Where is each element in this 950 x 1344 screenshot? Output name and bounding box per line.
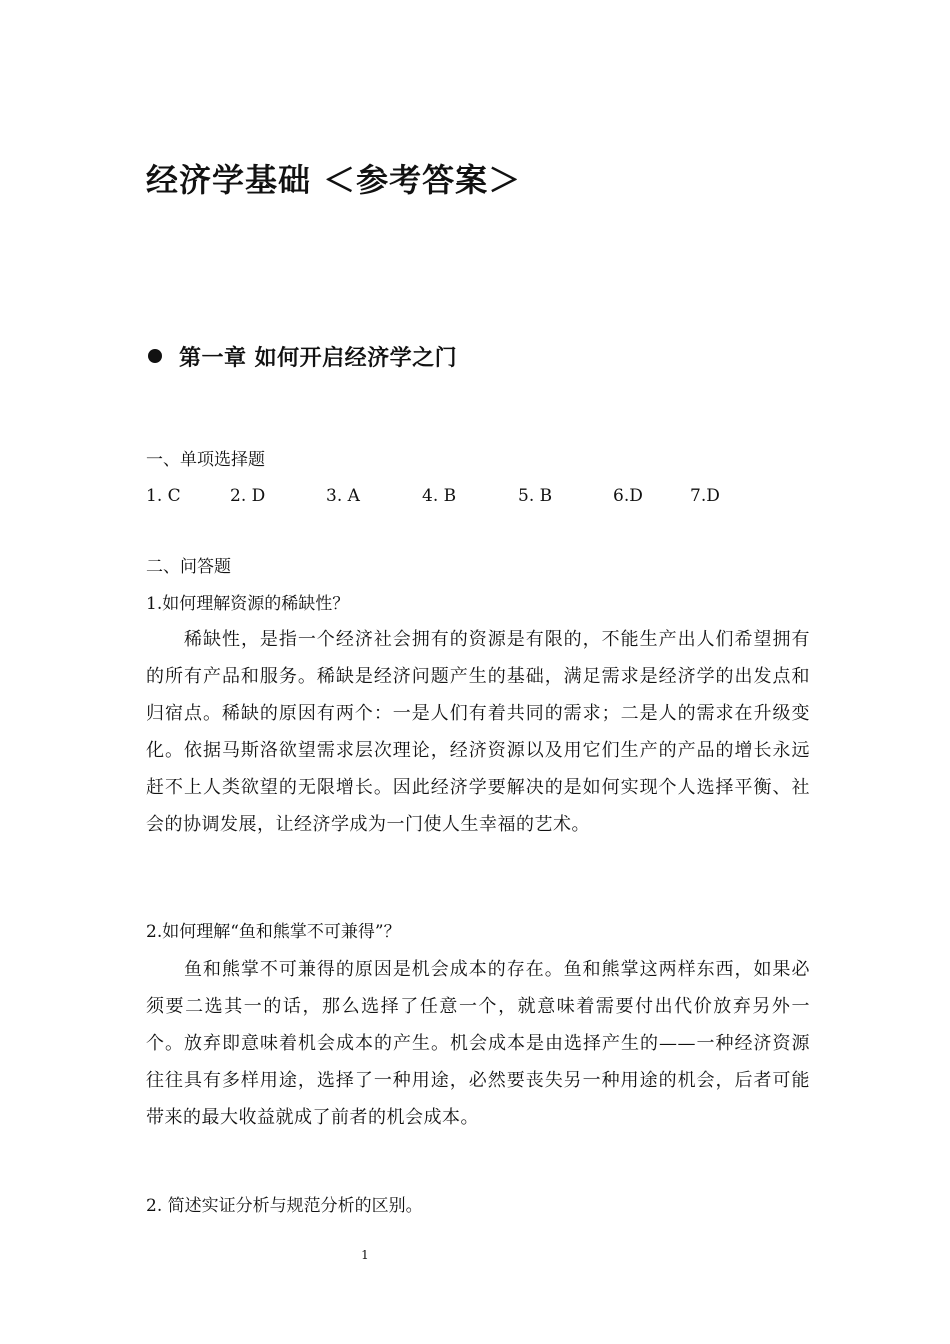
answer-item: 1. C [146, 486, 181, 506]
question-3: 2. 简述实证分析与规范分析的区别。 [146, 1196, 423, 1216]
answer-item: 2. D [230, 486, 266, 506]
answer-item: 6.D [613, 486, 643, 506]
answer-2-paragraph: 鱼和熊掌不可兼得的原因是机会成本的存在。鱼和熊掌这两样东西，如果必须要二选其一的话，那么选择了任意一个，就意味着需要付出代价放弃另外一个。放弃即意味着机会成本的产生。机会成本是由选择产生的——一种经济资源往往具有多样用途，选择了一种用途，必然要丧失另一种用途的机会，后者可能带来的最大收益就成了前者的机会成本。 [146, 959, 810, 1128]
answer-item: 5. B [518, 486, 553, 506]
answer-item: 4. B [422, 486, 457, 506]
question-1: 1.如何理解资源的稀缺性？ [146, 594, 350, 614]
bullet-icon [148, 349, 162, 363]
question-2: 2.如何理解“鱼和熊掌不可兼得”？ [146, 922, 401, 942]
chapter-title: 第一章 如何开启经济学之门 [179, 345, 458, 371]
answer-item: 3. A [326, 486, 360, 506]
answer-item: 7.D [690, 486, 720, 506]
chapter-heading [146, 338, 457, 374]
section-heading-qa: 二、问答题 [146, 557, 231, 577]
section-heading-single-choice: 一、单项选择题 [146, 450, 265, 470]
page-number: 1 [361, 1248, 369, 1262]
answer-1-paragraph: 稀缺性，是指一个经济社会拥有的资源是有限的，不能生产出人们希望拥有的所有产品和服务。稀缺是经济问题产生的基础，满足需求是经济学的出发点和归宿点。稀缺的原因有两个：一是人们有着共同的需求；二是人的需求在升级变化。依据马斯洛欲望需求层次理论，经济资源以及用它们生产的产品的增长永远赶不上人类欲望的无限增长。因此经济学要解决的是如何实现个人选择平衡、社会的协调发展，让经济学成为一门使人生幸福的艺术。 [146, 629, 810, 835]
document-title: 经济学基础 ＜参考答案＞ [146, 161, 522, 199]
